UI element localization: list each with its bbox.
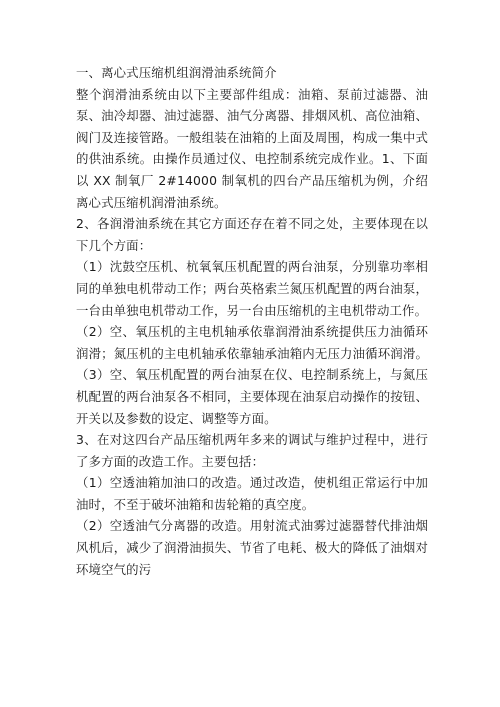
paragraph-difference-2-3: （2）空、氧压机的主电机轴承依靠润滑油系统提供压力油循环润滑；氮压机的主电机轴承依靠轴承油箱内无压力油循环润滑。（3）空、氧压机配置的两台油泵在仪、电控制系统上，与氮压机配置的两台油泵各不相同，主要体现在油泵启动操作的按钮、开关以及参数的设定、调整等方面。 — [76, 324, 428, 426]
paragraph-modification-2: （2）空透油气分离器的改造。用射流式油雾过滤器替代排油烟风机后，减少了润滑油损失、节省了电耗、极大的降低了油烟对环境空气的污 — [76, 518, 428, 577]
document-body — [76, 62, 428, 580]
paragraph-system-components: 整个润滑油系统由以下主要部件组成：油箱、泵前过滤器、油泵、油冷却器、油过滤器、油气分离器、排烟风机、高位油箱、阀门及连接管路。一般组装在油箱的上面及周围，构成一集中式的供油系统。由操作员通过仪、电控制系统完成作业。1、下面以 XX 制氧厂 2#14000 制氧机的四台产品压缩机为例，介绍离心式压缩机润滑油系统。 — [76, 86, 428, 210]
paragraph-modifications-intro: 3、在对这四台产品压缩机两年多来的调试与维护过程中，进行了多方面的改造工作。主要包括： — [76, 432, 428, 469]
paragraph-modification-1: （1）空透油箱加油口的改造。通过改造，使机组正常运行中加油时，不至于破坏油箱和齿轮箱的真空度。 — [76, 475, 428, 512]
section-heading: 一、离心式压缩机组润滑油系统简介 — [76, 65, 277, 80]
paragraph-differences-intro: 2、各润滑油系统在其它方面还存在着不同之处，主要体现在以下几个方面： — [76, 216, 428, 253]
paragraph-difference-1: （1）沈鼓空压机、杭氧氧压机配置的两台油泵，分别靠功率相同的单独电机带动工作；两台英格索兰氮压机配置的两台油泵，一台由单独电机带动工作，另一台由压缩机的主电机带动工作。 — [76, 259, 428, 318]
